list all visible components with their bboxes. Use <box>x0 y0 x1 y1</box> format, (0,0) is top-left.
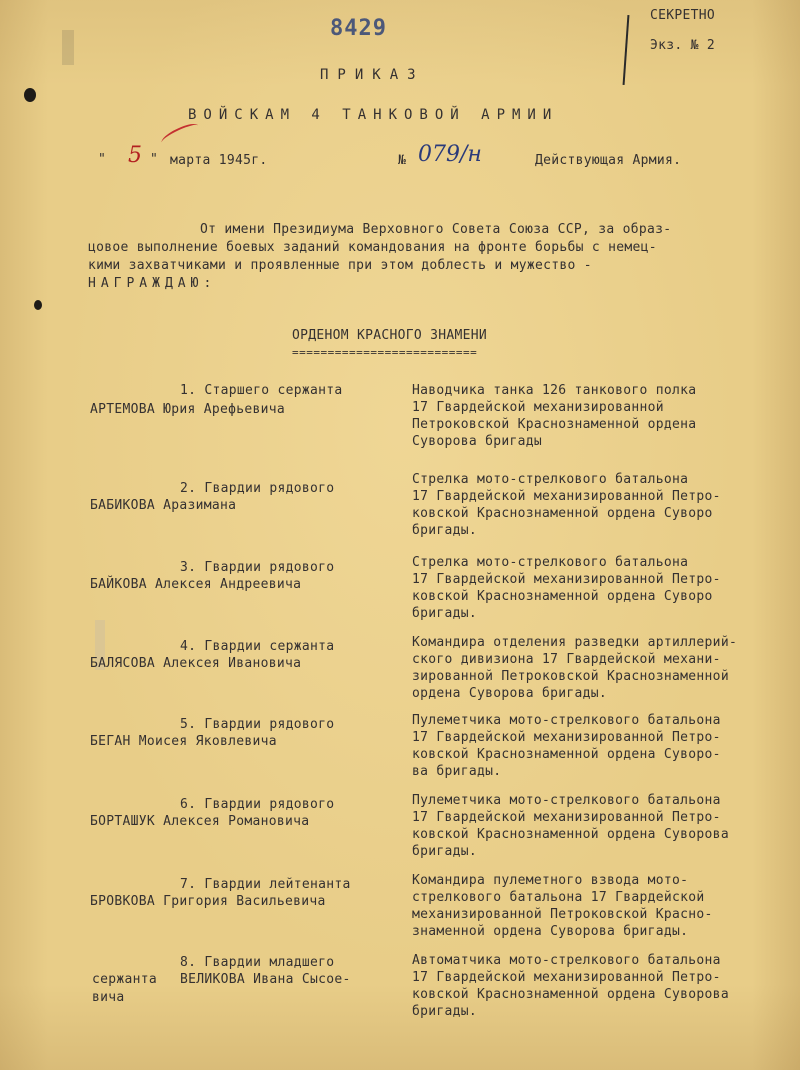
awardee-1-name: АРТЕМОВА Юрия Арефьевича <box>90 402 286 417</box>
awardee-1-desc-3: Петроковской Краснознаменной ордена <box>412 417 697 432</box>
awardee-3-desc-4: бригады. <box>412 606 478 621</box>
awardee-8-name: ВЕЛИКОВА Ивана Сысое- <box>180 972 351 987</box>
awardee-3-desc-3: ковской Краснознаменной ордена Суворо <box>412 589 713 604</box>
awardee-7-name: БРОВКОВА Григория Васильевича <box>90 894 326 909</box>
awardee-1-desc-2: 17 Гвардейской механизированной <box>412 400 664 415</box>
awardee-1-desc-1: Наводчика танка 126 танкового полка <box>412 383 697 398</box>
section-underline: ========================== <box>292 346 478 359</box>
margin-line <box>623 15 630 85</box>
awardee-6-rank: 6. Гвардии рядового <box>180 797 335 812</box>
classification-stamp: СЕКРЕТНО <box>650 8 716 23</box>
awardee-7-desc-1: Командира пулеметного взвода мото- <box>412 873 689 888</box>
pencil-mark <box>62 30 74 65</box>
awardee-8-desc-4: бригады. <box>412 1004 478 1019</box>
awardee-1-desc-4: Суворова бригады <box>412 434 543 449</box>
punch-hole-bottom <box>34 300 42 310</box>
document-title: ПРИКАЗ <box>320 67 425 83</box>
awardee-5-desc-2: 17 Гвардейской механизированной Петро- <box>412 730 721 745</box>
awardee-3-desc-2: 17 Гвардейской механизированной Петро- <box>412 572 721 587</box>
section-title: ОРДЕНОМ КРАСНОГО ЗНАМЕНИ <box>292 328 488 343</box>
awardee-1-rank: 1. Старшего сержанта <box>180 383 343 398</box>
awardee-3-name: БАЙКОВА Алексея Андреевича <box>90 577 302 592</box>
awardee-7-desc-3: механизированной Петроковской Красно- <box>412 907 713 922</box>
awardee-8-desc-3: ковской Краснознаменной ордена Суворова <box>412 987 729 1002</box>
date-month-year: марта 1945г. <box>170 153 268 168</box>
awardee-7-rank: 7. Гвардии лейтенанта <box>180 877 351 892</box>
intro-line-1: От имени Президиума Верховного Совета Союза ССР, за образ- <box>200 222 672 237</box>
awardee-3-rank: 3. Гвардии рядового <box>180 560 335 575</box>
awardee-4-name: БАЛЯСОВА Алексея Ивановича <box>90 656 302 671</box>
awardee-6-desc-3: ковской Краснознаменной ордена Суворова <box>412 827 729 842</box>
awardee-6-desc-1: Пулеметчика мото-стрелкового батальона <box>412 793 721 808</box>
intro-line-4: НАГРАЖДАЮ: <box>88 276 217 291</box>
awardee-6-desc-2: 17 Гвардейской механизированной Петро- <box>412 810 721 825</box>
archive-number: 8429 <box>330 16 387 41</box>
intro-line-2: цовое выполнение боевых заданий командования на фронте борьбы с немец- <box>88 240 657 255</box>
date-day-handwritten: 5 <box>128 143 142 168</box>
awardee-2-desc-1: Стрелка мото-стрелкового батальона <box>412 472 689 487</box>
awardee-4-desc-1: Командира отделения разведки артиллерий- <box>412 635 738 650</box>
order-number-prefix: № <box>398 153 407 168</box>
awardee-6-desc-4: бригады. <box>412 844 478 859</box>
date-quote-open: " <box>98 152 107 167</box>
copy-label: Экз. № 2 <box>650 38 716 53</box>
order-number-handwritten: 079/н <box>418 142 482 167</box>
awardee-3-desc-1: Стрелка мото-стрелкового батальона <box>412 555 689 570</box>
awardee-2-rank: 2. Гвардии рядового <box>180 481 335 496</box>
awardee-5-name: БЕГАН Моисея Яковлевича <box>90 734 277 749</box>
awardee-5-rank: 5. Гвардии рядового <box>180 717 335 732</box>
awardee-7-desc-4: знаменной ордена Суворова бригады. <box>412 924 689 939</box>
date-quote-close: " <box>150 152 159 167</box>
awardee-4-desc-3: зированной Петроковской Краснознаменной <box>412 669 729 684</box>
awardee-2-desc-3: ковской Краснознаменной ордена Суворо <box>412 506 713 521</box>
awardee-4-rank: 4. Гвардии сержанта <box>180 639 335 654</box>
awardee-6-name: БОРТАШУК Алексея Романовича <box>90 814 310 829</box>
awardee-8-desc-2: 17 Гвардейской механизированной Петро- <box>412 970 721 985</box>
awardee-2-desc-4: бригады. <box>412 523 478 538</box>
awardee-2-desc-2: 17 Гвардейской механизированной Петро- <box>412 489 721 504</box>
intro-line-3: кими захватчиками и проявленные при этом доблесть и мужество - <box>88 258 592 273</box>
awardee-4-desc-4: ордена Суворова бригады. <box>412 686 608 701</box>
document-subtitle: ВОЙСКАМ 4 ТАНКОВОЙ АРМИИ <box>188 107 559 123</box>
red-pencil-mark <box>159 120 200 148</box>
awardee-5-desc-4: ва бригады. <box>412 764 502 779</box>
awardee-8-rank: 8. Гвардии младшего <box>180 955 335 970</box>
awardee-8-desc-1: Автоматчика мото-стрелкового батальона <box>412 953 721 968</box>
location: Действующая Армия. <box>535 153 682 168</box>
awardee-8-name-prefix: сержанта <box>92 972 158 987</box>
punch-hole-top <box>24 88 36 102</box>
awardee-5-desc-3: ковской Краснознаменной ордена Суворо- <box>412 747 721 762</box>
awardee-5-desc-1: Пулеметчика мото-стрелкового батальона <box>412 713 721 728</box>
awardee-8-name-cont: вича <box>92 990 125 1005</box>
awardee-2-name: БАБИКОВА Аразимана <box>90 498 237 513</box>
awardee-7-desc-2: стрелкового батальона 17 Гвардейской <box>412 890 705 905</box>
awardee-4-desc-2: ского дивизиона 17 Гвардейской механи- <box>412 652 721 667</box>
